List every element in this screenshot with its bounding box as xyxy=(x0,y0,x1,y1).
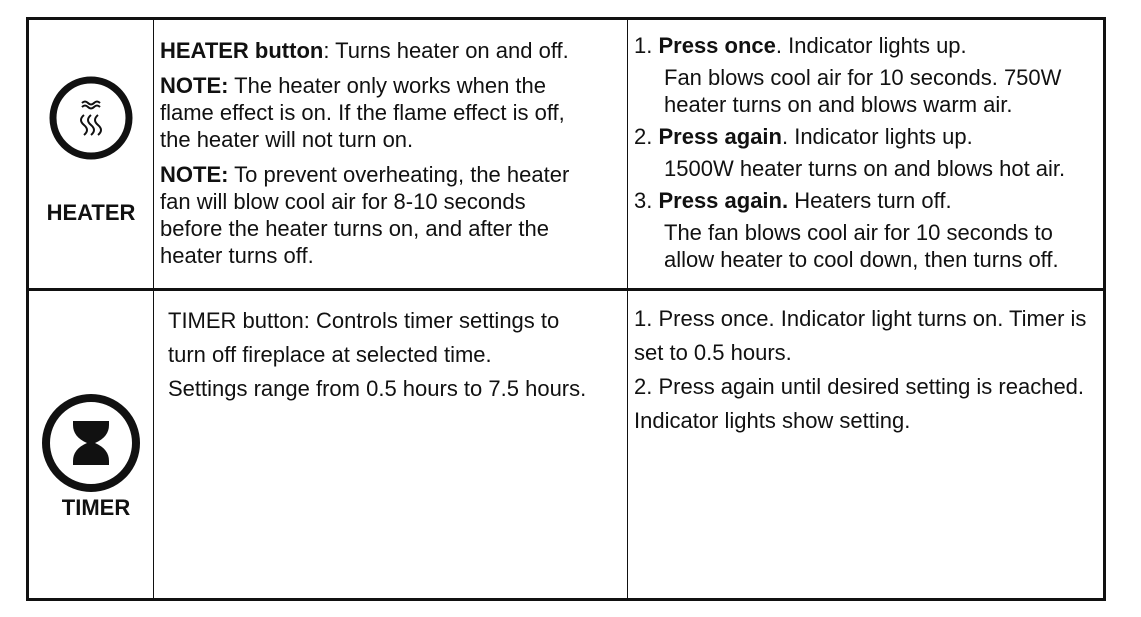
timer-step-line: 2. Press again until desired setting is reached. xyxy=(634,374,1085,399)
heater-step-3-detail: The fan blows cool air for 10 seconds to xyxy=(664,220,1053,245)
heater-note2-line: heater turns off. xyxy=(160,243,314,268)
heater-button-title: HEATER button xyxy=(160,38,324,63)
timer-description xyxy=(168,304,624,406)
controls-table xyxy=(26,17,1106,601)
timer-label: TIMER xyxy=(61,495,131,520)
timer-step-line: 1. Press once. Indicator light turns on. Timer is xyxy=(634,306,1087,331)
timer-step-line: set to 0.5 hours. xyxy=(634,340,792,365)
heater-step-2: 2. Press again. Indicator lights up. xyxy=(634,124,973,149)
heater-note1-label: NOTE: xyxy=(160,73,229,98)
heater-step-1-detail: heater turns on and blows warm air. xyxy=(664,92,1013,117)
heater-step-3-detail: allow heater to cool down, then turns off. xyxy=(664,247,1059,272)
timer-description-line: TIMER button: Controls timer settings to xyxy=(168,308,560,333)
timer-step-line: Indicator lights show setting. xyxy=(634,408,911,433)
heater-note1-line: The heater only works when the xyxy=(228,73,547,98)
heater-label: HEATER xyxy=(46,200,136,225)
heater-description xyxy=(160,37,624,269)
heater-note2-line: before the heater turns on, and after the xyxy=(160,216,549,241)
heater-step-1-detail: Fan blows cool air for 10 seconds. 750W xyxy=(664,65,1062,90)
heater-note1-line: the heater will not turn on. xyxy=(160,127,414,152)
row-divider xyxy=(29,288,1103,291)
hourglass-icon xyxy=(41,393,141,498)
heater-note1-line: flame effect is on. If the flame effect is off, xyxy=(160,100,565,125)
heater-step-1: 1. Press once. Indicator lights up. xyxy=(634,33,967,58)
timer-steps xyxy=(634,302,1104,438)
heater-waves-icon xyxy=(49,76,133,165)
column-divider-steps xyxy=(627,20,628,598)
heater-step-3: 3. Press again. Heaters turn off. xyxy=(634,188,952,213)
heater-note2-label: NOTE: xyxy=(160,162,229,187)
timer-description-line: Settings range from 0.5 hours to 7.5 hours. xyxy=(168,376,587,401)
heater-note2-line: To prevent overheating, the heater xyxy=(228,162,570,187)
timer-description-line: turn off fireplace at selected time. xyxy=(168,342,492,367)
heater-note2-line: fan will blow cool air for 8-10 seconds xyxy=(160,189,526,214)
heater-step-2-detail: 1500W heater turns on and blows hot air. xyxy=(664,156,1066,181)
heater-title-suffix: : Turns heater on and off. xyxy=(323,38,569,63)
heater-steps xyxy=(634,32,1106,273)
